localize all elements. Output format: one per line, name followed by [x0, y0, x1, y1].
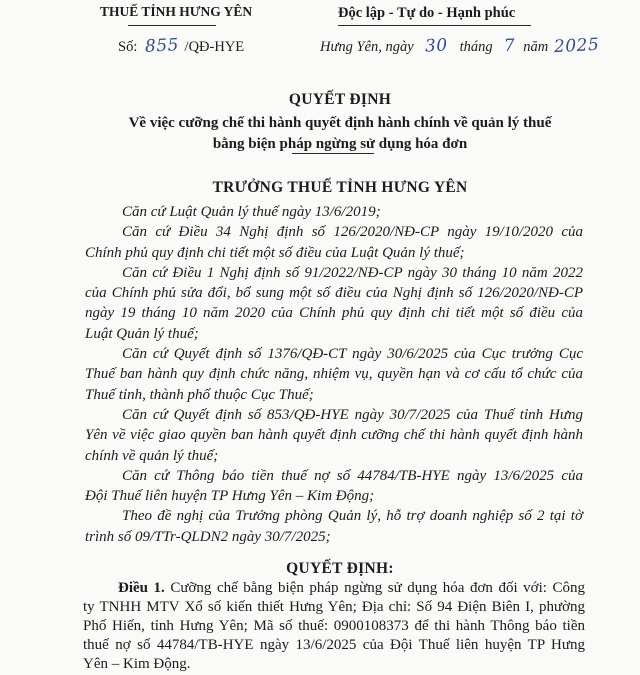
decision-heading: QUYẾT ĐỊNH:	[286, 560, 394, 577]
legal-basis-line: Thuế tỉnh, thành phố thuộc Cục Thuế;	[85, 386, 314, 403]
article-line: thuế nợ số 44784/TB-HYE ngày 13/6/2025 của Đội Thuế liên huyện TP Hưng	[83, 637, 585, 653]
legal-basis-line: chính về quản lý thuế;	[85, 447, 219, 464]
article-line	[83, 579, 585, 598]
legal-basis-line: Luật Quản lý thuế;	[85, 325, 199, 342]
legal-basis-line: Căn cứ Luật Quản lý thuế ngày 13/6/2019;	[122, 204, 381, 220]
motto-underline	[338, 25, 531, 26]
legal-basis-line: Đội Thuế liên huyện TP Hưng Yên – Kim Động;	[85, 488, 375, 505]
legal-basis-line: Chính phủ quy định chi tiết một số điều của Luật Quản lý thuế;	[85, 244, 465, 261]
document-title: QUYẾT ĐỊNH	[288, 91, 392, 108]
handwritten-year: 2025	[553, 34, 600, 58]
date-place: Hưng Yên, ngày	[320, 39, 414, 55]
legal-basis-line: Căn cứ Điều 34 Nghị định số 126/2020/NĐ-CP ngày 19/10/2020 của	[122, 224, 583, 241]
agency-underline	[128, 25, 216, 26]
legal-basis-line: ngày 19 tháng 10 năm 2020 của Chính phủ quy định chi tiết một số điều của	[85, 305, 583, 322]
legal-basis-line: Căn cứ Thông báo tiền thuế nợ số 44784/TB-HYE ngày 13/6/2025 của	[122, 467, 583, 484]
handwritten-month: 7	[503, 35, 517, 57]
legal-basis-line: trình số 09/TTr-QLDN2 ngày 30/7/2025;	[85, 528, 331, 545]
legal-bases	[85, 202, 583, 547]
legal-basis-line: Căn cứ Điều 1 Nghị định số 91/2022/NĐ-CP ngày 30 tháng 10 năm 2022	[122, 264, 583, 281]
article-text: Cưỡng chế bằng biện pháp ngừng sử dụng hóa đơn đối với: Công	[164, 580, 585, 596]
legal-basis-line: của Chính phủ sửa đổi, bổ sung một số điều của Nghị định số 126/2020/NĐ-CP	[85, 285, 583, 302]
national-motto: Độc lập - Tự do - Hạnh phúc	[338, 5, 516, 21]
place-date	[320, 36, 599, 57]
subject-line-1: Về việc cưỡng chế thi hành quyết định hành chính về quản lý thuế	[128, 115, 552, 131]
number-prefix: Số:	[118, 39, 138, 55]
article-line: Phố Hiến, tỉnh Hưng Yên; Mã số thuế: 0900108373 để thi hành Thông báo tiền	[83, 618, 585, 634]
legal-basis-line: Theo đề nghị của Trưởng phòng Quản lý, hỗ trợ doanh nghiệp số 2 tại tờ	[122, 508, 583, 525]
issuing-agency: THUẾ TỈNH HƯNG YÊN	[100, 4, 253, 19]
legal-basis-line: Yên về việc giao quyền ban hành quyết định cưỡng chế thi hành quyết định hành	[85, 427, 583, 444]
document-number	[118, 36, 244, 57]
handwritten-number: 855	[144, 35, 180, 57]
subject-line-2: bằng biện pháp ngừng sử dụng hóa đơn	[212, 136, 468, 152]
date-year-label: năm	[523, 39, 549, 55]
number-suffix: /QĐ-HYE	[184, 39, 245, 55]
article-line: Yên – Kim Động.	[83, 656, 191, 672]
date-month-label: tháng	[459, 39, 493, 55]
legal-basis-line: Thuế ban hành quy định chức năng, nhiệm vụ, quyền hạn và cơ cấu tổ chức của	[85, 366, 583, 383]
legal-basis-line: Căn cứ Quyết định số 853/QĐ-HYE ngày 30/7/2025 của Thuế tỉnh Hưng	[122, 406, 583, 423]
legal-basis-line: Căn cứ Quyết định số 1376/QĐ-CT ngày 30/6/2025 của Cục trưởng Cục	[122, 346, 583, 363]
issuing-authority: TRƯỞNG THUẾ TỈNH HƯNG YÊN	[212, 179, 468, 196]
title-separator	[292, 153, 374, 154]
handwritten-day: 30	[424, 35, 449, 57]
article-label: Điều 1.	[118, 580, 165, 596]
article-1	[83, 579, 585, 674]
article-line: ty TNHH MTV Xổ số kiến thiết Hưng Yên; Địa chỉ: Số 94 Điện Biên I, phường	[83, 599, 585, 615]
